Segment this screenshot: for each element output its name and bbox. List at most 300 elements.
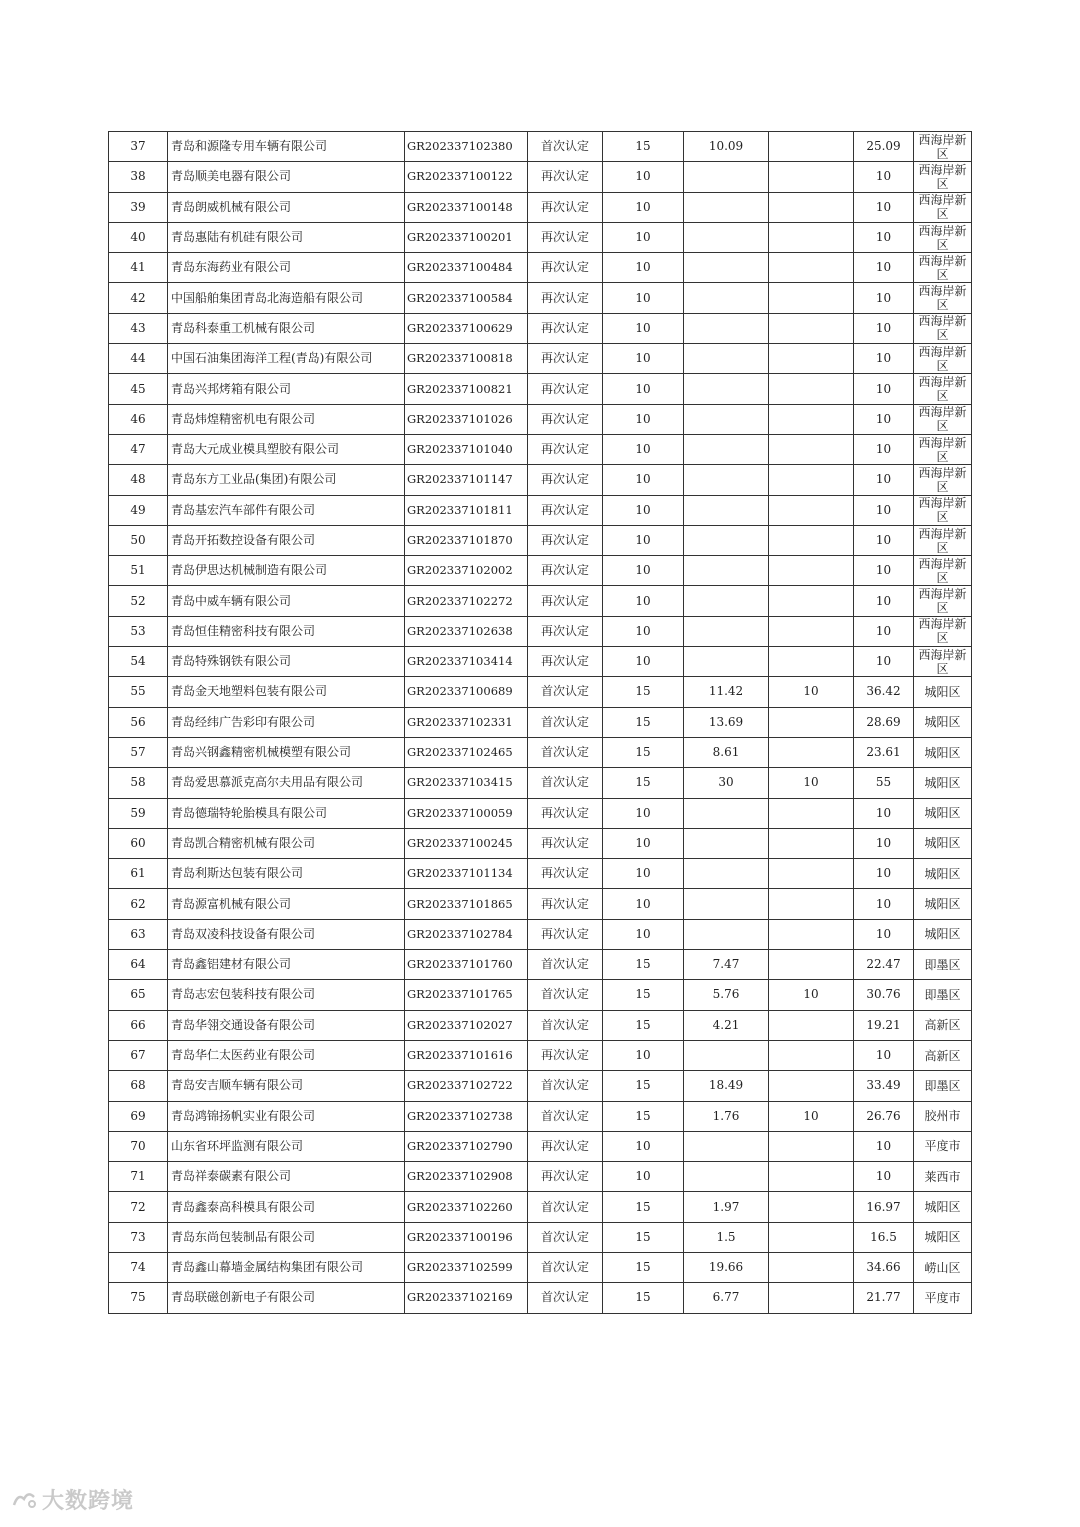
cell-base-amount: 10 <box>603 1131 684 1161</box>
cell-total: 19.21 <box>854 1010 914 1040</box>
cell-recognition-type: 首次认定 <box>528 768 603 798</box>
cell-total: 21.77 <box>854 1283 914 1313</box>
cell-extra-amount-2 <box>769 1010 854 1040</box>
table-row <box>109 1010 972 1040</box>
cell-no: 37 <box>109 132 168 162</box>
cell-extra-amount-2: 10 <box>769 1101 854 1131</box>
cell-base-amount: 10 <box>603 828 684 858</box>
cell-no: 41 <box>109 253 168 283</box>
cell-extra-amount-2 <box>769 525 854 555</box>
cell-recognition-type: 首次认定 <box>528 1010 603 1040</box>
cell-region: 城阳区 <box>914 798 972 828</box>
cell-cert-code: GR202337101870 <box>405 525 528 555</box>
cell-cert-code: GR202337101026 <box>405 404 528 434</box>
cell-recognition-type: 首次认定 <box>528 1071 603 1101</box>
cell-extra-amount <box>684 798 769 828</box>
cell-extra-amount-2 <box>769 1283 854 1313</box>
cell-extra-amount <box>684 253 769 283</box>
cell-base-amount: 10 <box>603 162 684 192</box>
cell-cert-code: GR202337100122 <box>405 162 528 192</box>
cell-total: 10 <box>854 1040 914 1070</box>
cell-recognition-type: 首次认定 <box>528 737 603 767</box>
cell-no: 67 <box>109 1040 168 1070</box>
cell-extra-amount-2 <box>769 1252 854 1282</box>
cell-cert-code: GR202337102169 <box>405 1283 528 1313</box>
cell-extra-amount-2 <box>769 495 854 525</box>
cell-region: 西海岸新区 <box>914 374 972 404</box>
cell-base-amount: 15 <box>603 1010 684 1040</box>
cell-company: 青岛凯合精密机械有限公司 <box>168 828 405 858</box>
cell-no: 73 <box>109 1222 168 1252</box>
cell-recognition-type: 再次认定 <box>528 253 603 283</box>
cell-cert-code: GR202337101865 <box>405 889 528 919</box>
cell-no: 68 <box>109 1071 168 1101</box>
cell-region: 城阳区 <box>914 828 972 858</box>
cell-company: 青岛鑫山幕墙金属结构集团有限公司 <box>168 1252 405 1282</box>
cell-base-amount: 15 <box>603 980 684 1010</box>
cell-cert-code: GR202337102027 <box>405 1010 528 1040</box>
table-row <box>109 1252 972 1282</box>
cell-total: 10 <box>854 283 914 313</box>
cell-extra-amount-2 <box>769 1222 854 1252</box>
cell-base-amount: 10 <box>603 283 684 313</box>
cell-company: 青岛华翎交通设备有限公司 <box>168 1010 405 1040</box>
cell-cert-code: GR202337100818 <box>405 344 528 374</box>
cell-no: 54 <box>109 647 168 677</box>
cell-recognition-type: 首次认定 <box>528 132 603 162</box>
cell-extra-amount <box>684 283 769 313</box>
cell-extra-amount-2 <box>769 919 854 949</box>
cell-base-amount: 15 <box>603 737 684 767</box>
cell-recognition-type: 再次认定 <box>528 434 603 464</box>
cell-company: 青岛联磁创新电子有限公司 <box>168 1283 405 1313</box>
cell-no: 66 <box>109 1010 168 1040</box>
cell-region: 城阳区 <box>914 677 972 707</box>
cell-extra-amount: 7.47 <box>684 950 769 980</box>
cell-no: 42 <box>109 283 168 313</box>
cell-extra-amount-2 <box>769 253 854 283</box>
cell-total: 34.66 <box>854 1252 914 1282</box>
cell-total: 25.09 <box>854 132 914 162</box>
cell-region: 城阳区 <box>914 737 972 767</box>
cell-region: 城阳区 <box>914 919 972 949</box>
cell-region: 西海岸新区 <box>914 616 972 646</box>
table-row <box>109 950 972 980</box>
cell-recognition-type: 再次认定 <box>528 859 603 889</box>
cell-total: 10 <box>854 889 914 919</box>
cell-company: 青岛基宏汽车部件有限公司 <box>168 495 405 525</box>
cell-extra-amount <box>684 162 769 192</box>
table-row <box>109 1162 972 1192</box>
cell-base-amount: 15 <box>603 1222 684 1252</box>
cell-region: 西海岸新区 <box>914 192 972 222</box>
cell-total: 10 <box>854 556 914 586</box>
cell-region: 城阳区 <box>914 1192 972 1222</box>
cell-cert-code: GR202337100201 <box>405 222 528 252</box>
cell-total: 10 <box>854 495 914 525</box>
cell-region: 西海岸新区 <box>914 283 972 313</box>
cell-company: 青岛志宏包装科技有限公司 <box>168 980 405 1010</box>
cell-extra-amount-2 <box>769 798 854 828</box>
table-row <box>109 404 972 434</box>
cell-extra-amount: 10.09 <box>684 132 769 162</box>
table-row <box>109 132 972 162</box>
cell-cert-code: GR202337101134 <box>405 859 528 889</box>
cell-no: 40 <box>109 222 168 252</box>
cell-recognition-type: 再次认定 <box>528 1131 603 1161</box>
cell-extra-amount <box>684 465 769 495</box>
cell-base-amount: 15 <box>603 950 684 980</box>
table-row <box>109 192 972 222</box>
cell-company: 青岛特殊钢铁有限公司 <box>168 647 405 677</box>
cell-company: 青岛兴钢鑫精密机械模塑有限公司 <box>168 737 405 767</box>
cell-company: 青岛祥泰碳素有限公司 <box>168 1162 405 1192</box>
cell-no: 55 <box>109 677 168 707</box>
cell-no: 72 <box>109 1192 168 1222</box>
cell-region: 城阳区 <box>914 889 972 919</box>
cell-region: 即墨区 <box>914 1071 972 1101</box>
cell-region: 西海岸新区 <box>914 344 972 374</box>
cell-no: 52 <box>109 586 168 616</box>
cell-extra-amount <box>684 313 769 343</box>
cell-total: 10 <box>854 859 914 889</box>
cell-base-amount: 10 <box>603 495 684 525</box>
cell-no: 56 <box>109 707 168 737</box>
cell-extra-amount-2 <box>769 859 854 889</box>
cell-cert-code: GR202337102738 <box>405 1101 528 1131</box>
table-row <box>109 525 972 555</box>
cell-region: 城阳区 <box>914 1222 972 1252</box>
cell-extra-amount: 1.5 <box>684 1222 769 1252</box>
cell-recognition-type: 再次认定 <box>528 1162 603 1192</box>
table-row <box>109 374 972 404</box>
cell-base-amount: 10 <box>603 253 684 283</box>
cell-total: 10 <box>854 465 914 495</box>
cell-recognition-type: 再次认定 <box>528 374 603 404</box>
cell-no: 74 <box>109 1252 168 1282</box>
cell-cert-code: GR202337100821 <box>405 374 528 404</box>
cell-recognition-type: 再次认定 <box>528 222 603 252</box>
cell-total: 22.47 <box>854 950 914 980</box>
cell-total: 26.76 <box>854 1101 914 1131</box>
cell-extra-amount <box>684 828 769 858</box>
cell-no: 75 <box>109 1283 168 1313</box>
cell-base-amount: 15 <box>603 1252 684 1282</box>
cell-base-amount: 10 <box>603 798 684 828</box>
cell-base-amount: 15 <box>603 1283 684 1313</box>
table-row <box>109 828 972 858</box>
cell-base-amount: 10 <box>603 919 684 949</box>
cell-extra-amount-2 <box>769 162 854 192</box>
cell-total: 55 <box>854 768 914 798</box>
cell-extra-amount: 8.61 <box>684 737 769 767</box>
table-row <box>109 798 972 828</box>
cell-recognition-type: 首次认定 <box>528 707 603 737</box>
cell-company: 青岛兴邦烤箱有限公司 <box>168 374 405 404</box>
cell-recognition-type: 再次认定 <box>528 889 603 919</box>
cell-region: 西海岸新区 <box>914 253 972 283</box>
table-row <box>109 889 972 919</box>
table-row <box>109 707 972 737</box>
cell-company: 中国船舶集团青岛北海造船有限公司 <box>168 283 405 313</box>
cell-extra-amount-2: 10 <box>769 677 854 707</box>
cell-cert-code: GR202337100245 <box>405 828 528 858</box>
cell-company: 青岛顺美电器有限公司 <box>168 162 405 192</box>
cell-total: 10 <box>854 222 914 252</box>
cell-recognition-type: 再次认定 <box>528 798 603 828</box>
cell-company: 青岛鑫铝建材有限公司 <box>168 950 405 980</box>
cell-cert-code: GR202337101760 <box>405 950 528 980</box>
table-row <box>109 1101 972 1131</box>
cell-recognition-type: 再次认定 <box>528 162 603 192</box>
cell-cert-code: GR202337102599 <box>405 1252 528 1282</box>
cell-extra-amount <box>684 647 769 677</box>
cell-base-amount: 10 <box>603 374 684 404</box>
cell-recognition-type: 再次认定 <box>528 525 603 555</box>
cell-company: 青岛中威车辆有限公司 <box>168 586 405 616</box>
cell-no: 60 <box>109 828 168 858</box>
cell-region: 西海岸新区 <box>914 647 972 677</box>
table-row <box>109 344 972 374</box>
brand-logo-icon <box>12 1489 38 1511</box>
cell-region: 西海岸新区 <box>914 465 972 495</box>
cell-extra-amount-2 <box>769 616 854 646</box>
cell-recognition-type: 首次认定 <box>528 1192 603 1222</box>
cell-total: 10 <box>854 404 914 434</box>
cell-no: 51 <box>109 556 168 586</box>
cell-no: 44 <box>109 344 168 374</box>
cell-total: 10 <box>854 344 914 374</box>
cell-company: 青岛开拓数控设备有限公司 <box>168 525 405 555</box>
cell-cert-code: GR202337101811 <box>405 495 528 525</box>
cell-extra-amount-2 <box>769 1131 854 1161</box>
cell-cert-code: GR202337103415 <box>405 768 528 798</box>
cell-extra-amount <box>684 859 769 889</box>
cell-base-amount: 15 <box>603 1192 684 1222</box>
cell-extra-amount-2 <box>769 434 854 464</box>
cell-extra-amount <box>684 434 769 464</box>
cell-extra-amount: 30 <box>684 768 769 798</box>
table-row <box>109 556 972 586</box>
cell-base-amount: 15 <box>603 132 684 162</box>
cell-base-amount: 15 <box>603 768 684 798</box>
cell-extra-amount: 1.76 <box>684 1101 769 1131</box>
table-row <box>109 1040 972 1070</box>
cell-extra-amount-2 <box>769 283 854 313</box>
table-row <box>109 283 972 313</box>
cell-total: 10 <box>854 1162 914 1192</box>
cell-cert-code: GR202337101040 <box>405 434 528 464</box>
table-row <box>109 980 972 1010</box>
cell-base-amount: 15 <box>603 677 684 707</box>
cell-region: 西海岸新区 <box>914 313 972 343</box>
cell-cert-code: GR202337102638 <box>405 616 528 646</box>
table-row <box>109 465 972 495</box>
cell-cert-code: GR202337102002 <box>405 556 528 586</box>
cell-base-amount: 10 <box>603 586 684 616</box>
cell-recognition-type: 再次认定 <box>528 344 603 374</box>
cell-extra-amount-2 <box>769 556 854 586</box>
cell-extra-amount <box>684 889 769 919</box>
cell-cert-code: GR202337100584 <box>405 283 528 313</box>
cell-recognition-type: 再次认定 <box>528 495 603 525</box>
cell-company: 青岛伊思达机械制造有限公司 <box>168 556 405 586</box>
cell-recognition-type: 再次认定 <box>528 465 603 495</box>
cell-extra-amount-2 <box>769 1040 854 1070</box>
cell-recognition-type: 首次认定 <box>528 950 603 980</box>
cell-no: 48 <box>109 465 168 495</box>
cell-region: 西海岸新区 <box>914 434 972 464</box>
cell-base-amount: 10 <box>603 465 684 495</box>
cell-extra-amount <box>684 1131 769 1161</box>
cell-recognition-type: 首次认定 <box>528 980 603 1010</box>
cell-no: 62 <box>109 889 168 919</box>
cell-total: 10 <box>854 586 914 616</box>
table-row <box>109 768 972 798</box>
cell-region: 西海岸新区 <box>914 586 972 616</box>
cell-region: 即墨区 <box>914 980 972 1010</box>
cell-base-amount: 10 <box>603 525 684 555</box>
cell-recognition-type: 再次认定 <box>528 586 603 616</box>
cell-base-amount: 10 <box>603 889 684 919</box>
cell-cert-code: GR202337100484 <box>405 253 528 283</box>
table-row <box>109 434 972 464</box>
table-row <box>109 495 972 525</box>
cell-region: 崂山区 <box>914 1252 972 1282</box>
cell-no: 49 <box>109 495 168 525</box>
table-row <box>109 222 972 252</box>
cell-recognition-type: 再次认定 <box>528 192 603 222</box>
watermark <box>12 1484 134 1515</box>
cell-extra-amount <box>684 616 769 646</box>
cell-total: 10 <box>854 919 914 949</box>
enterprise-table <box>108 131 972 1314</box>
cell-cert-code: GR202337102784 <box>405 919 528 949</box>
cell-extra-amount-2 <box>769 465 854 495</box>
cell-cert-code: GR202337100689 <box>405 677 528 707</box>
cell-total: 10 <box>854 647 914 677</box>
cell-region: 城阳区 <box>914 707 972 737</box>
cell-company: 青岛华仁太医药业有限公司 <box>168 1040 405 1070</box>
cell-extra-amount: 5.76 <box>684 980 769 1010</box>
cell-cert-code: GR202337101147 <box>405 465 528 495</box>
cell-region: 平度市 <box>914 1131 972 1161</box>
cell-cert-code: GR202337103414 <box>405 647 528 677</box>
cell-extra-amount-2 <box>769 1162 854 1192</box>
cell-cert-code: GR202337102331 <box>405 707 528 737</box>
cell-company: 青岛大元成业模具塑胶有限公司 <box>168 434 405 464</box>
cell-extra-amount-2 <box>769 1071 854 1101</box>
cell-cert-code: GR202337100148 <box>405 192 528 222</box>
cell-extra-amount-2 <box>769 889 854 919</box>
cell-region: 西海岸新区 <box>914 404 972 434</box>
cell-total: 10 <box>854 1131 914 1161</box>
cell-company: 青岛爱思慕派克高尔夫用品有限公司 <box>168 768 405 798</box>
watermark-text: 大数跨境 <box>42 1489 135 1514</box>
table-row <box>109 1222 972 1252</box>
cell-no: 38 <box>109 162 168 192</box>
cell-base-amount: 10 <box>603 313 684 343</box>
cell-cert-code: GR202337101765 <box>405 980 528 1010</box>
cell-extra-amount-2 <box>769 1192 854 1222</box>
cell-extra-amount: 18.49 <box>684 1071 769 1101</box>
cell-no: 45 <box>109 374 168 404</box>
cell-recognition-type: 再次认定 <box>528 828 603 858</box>
cell-total: 36.42 <box>854 677 914 707</box>
table-row <box>109 253 972 283</box>
cell-region: 城阳区 <box>914 768 972 798</box>
cell-extra-amount <box>684 404 769 434</box>
table-row <box>109 677 972 707</box>
cell-cert-code: GR202337101616 <box>405 1040 528 1070</box>
table-row <box>109 1283 972 1313</box>
cell-base-amount: 10 <box>603 1040 684 1070</box>
cell-no: 57 <box>109 737 168 767</box>
cell-extra-amount-2 <box>769 404 854 434</box>
cell-recognition-type: 首次认定 <box>528 1252 603 1282</box>
cell-company: 青岛科泰重工机械有限公司 <box>168 313 405 343</box>
cell-cert-code: GR202337100059 <box>405 798 528 828</box>
cell-extra-amount: 19.66 <box>684 1252 769 1282</box>
cell-total: 16.5 <box>854 1222 914 1252</box>
cell-extra-amount-2 <box>769 192 854 222</box>
cell-region: 西海岸新区 <box>914 556 972 586</box>
table-body <box>109 132 972 1314</box>
cell-extra-amount-2 <box>769 647 854 677</box>
cell-extra-amount-2 <box>769 313 854 343</box>
cell-extra-amount <box>684 495 769 525</box>
cell-extra-amount-2 <box>769 344 854 374</box>
cell-recognition-type: 首次认定 <box>528 677 603 707</box>
cell-recognition-type: 再次认定 <box>528 616 603 646</box>
cell-company: 青岛恒佳精密科技有限公司 <box>168 616 405 646</box>
cell-extra-amount: 11.42 <box>684 677 769 707</box>
cell-no: 64 <box>109 950 168 980</box>
cell-no: 59 <box>109 798 168 828</box>
cell-cert-code: GR202337100196 <box>405 1222 528 1252</box>
table-row <box>109 919 972 949</box>
cell-base-amount: 10 <box>603 344 684 374</box>
cell-cert-code: GR202337102722 <box>405 1071 528 1101</box>
cell-base-amount: 15 <box>603 1101 684 1131</box>
cell-extra-amount: 6.77 <box>684 1283 769 1313</box>
cell-cert-code: GR202337102272 <box>405 586 528 616</box>
cell-extra-amount-2 <box>769 707 854 737</box>
cell-cert-code: GR202337102790 <box>405 1131 528 1161</box>
cell-no: 61 <box>109 859 168 889</box>
cell-no: 69 <box>109 1101 168 1131</box>
cell-company: 青岛金天地塑料包装有限公司 <box>168 677 405 707</box>
cell-total: 16.97 <box>854 1192 914 1222</box>
cell-company: 青岛双凌科技设备有限公司 <box>168 919 405 949</box>
cell-total: 10 <box>854 162 914 192</box>
table-row <box>109 162 972 192</box>
cell-extra-amount <box>684 344 769 374</box>
cell-total: 28.69 <box>854 707 914 737</box>
cell-company: 青岛东尚包装制品有限公司 <box>168 1222 405 1252</box>
cell-extra-amount: 1.97 <box>684 1192 769 1222</box>
cell-extra-amount-2 <box>769 132 854 162</box>
cell-extra-amount <box>684 222 769 252</box>
cell-no: 50 <box>109 525 168 555</box>
table-row <box>109 1192 972 1222</box>
cell-region: 胶州市 <box>914 1101 972 1131</box>
cell-company: 青岛鸿锦扬帆实业有限公司 <box>168 1101 405 1131</box>
cell-total: 10 <box>854 313 914 343</box>
cell-total: 10 <box>854 253 914 283</box>
cell-no: 53 <box>109 616 168 646</box>
cell-recognition-type: 再次认定 <box>528 647 603 677</box>
